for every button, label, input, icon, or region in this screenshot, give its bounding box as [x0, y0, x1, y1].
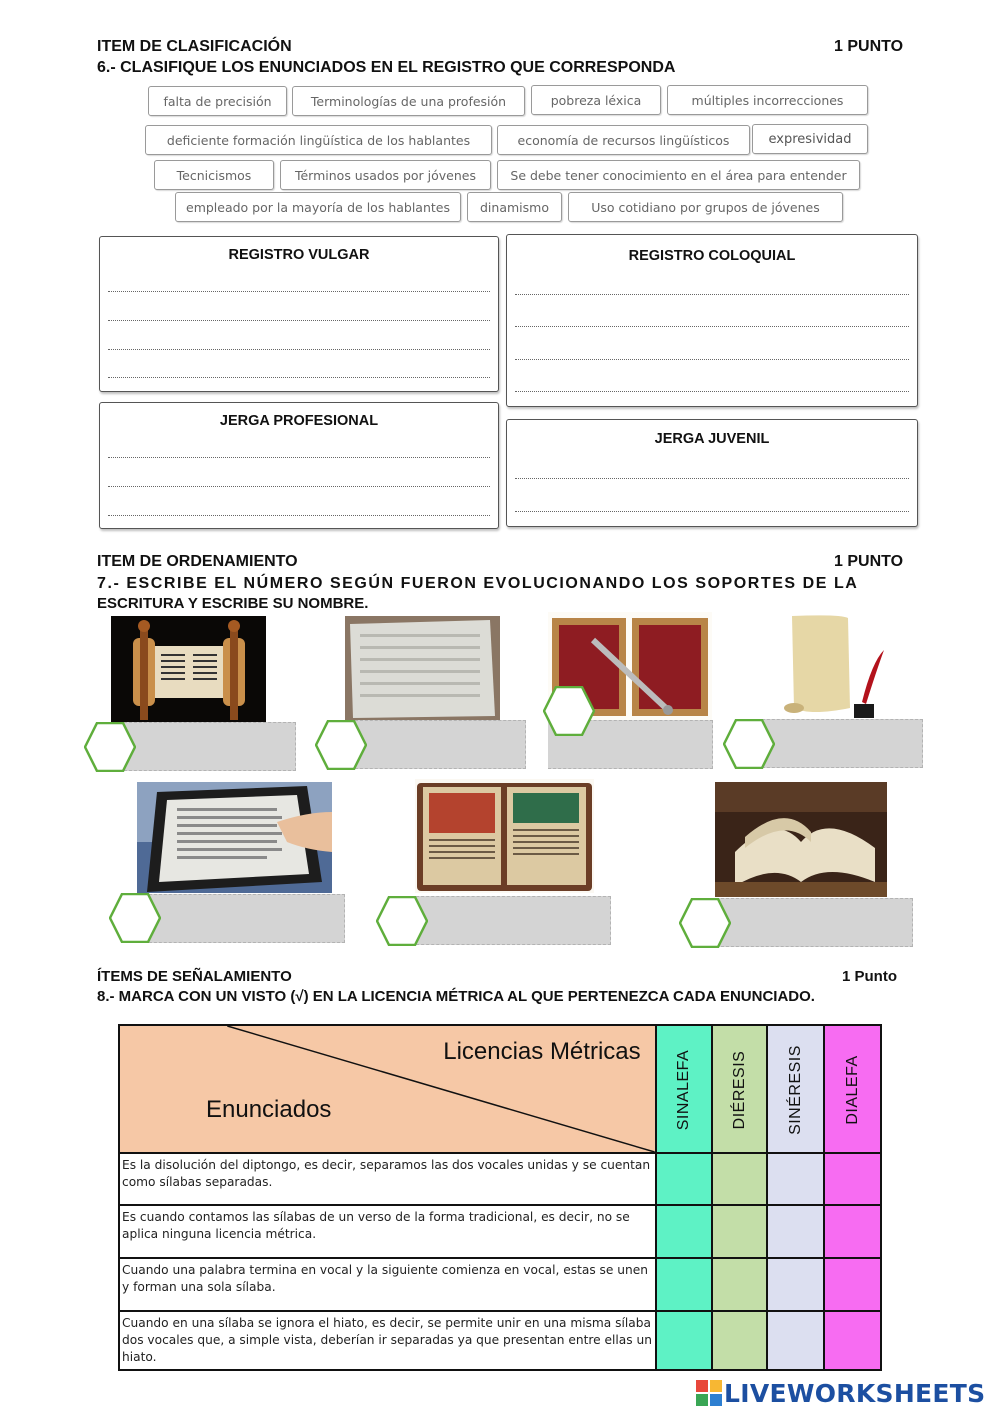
- answer-line: [108, 515, 490, 516]
- answer-field-1[interactable]: [119, 722, 296, 771]
- chip-dinamismo[interactable]: dinamismo: [467, 192, 562, 222]
- parchment-quill-icon: [780, 612, 887, 720]
- chip-pobreza-lexica[interactable]: pobreza léxica: [531, 85, 661, 115]
- box-jerga-profesional[interactable]: [99, 402, 499, 529]
- stone-tablet-icon: [345, 616, 500, 720]
- answer-line: [108, 291, 490, 292]
- statement-4: Cuando en una sílaba se ignora el hiato, es decir, se permite unir en una misma sílaba dos vocales que, a simple vista, deberían ir separadas ya que presentan entre ellas un hiato.: [119, 1311, 656, 1370]
- open-books-icon: [715, 782, 887, 897]
- chip-terminos-jovenes[interactable]: Términos usados por jóvenes: [280, 160, 491, 190]
- metric-licenses-table: [118, 1024, 882, 1371]
- column-header-sinalefa: SINALEFA: [656, 1025, 713, 1153]
- number-hexagon-3[interactable]: [543, 686, 595, 736]
- mark-cell-sineresis[interactable]: [767, 1205, 824, 1258]
- answer-line: [108, 377, 490, 378]
- answer-line: [108, 486, 490, 487]
- chip-falta-de-precision[interactable]: falta de precisión: [148, 86, 287, 116]
- section8-points: 1 Punto: [842, 968, 897, 985]
- box-registro-vulgar[interactable]: [99, 236, 499, 392]
- table-row: [119, 1153, 881, 1205]
- mark-cell-sineresis[interactable]: [767, 1311, 824, 1370]
- column-header-sineresis: SINÉRESIS: [767, 1025, 824, 1153]
- chip-expresividad[interactable]: expresividad: [752, 124, 868, 154]
- mark-cell-sineresis[interactable]: [767, 1153, 824, 1205]
- mark-cell-dialefa[interactable]: [824, 1153, 881, 1205]
- chip-empleado-mayoria[interactable]: empleado por la mayoría de los hablantes: [175, 192, 461, 222]
- chip-uso-cotidiano-jovenes[interactable]: Uso cotidiano por grupos de jóvenes: [568, 192, 843, 222]
- answer-line: [515, 326, 909, 327]
- section7-item-title: ITEM DE ORDENAMIENTO: [97, 553, 298, 570]
- chip-tecnicismos[interactable]: Tecnicismos: [154, 160, 274, 190]
- section6-points: 1 PUNTO: [834, 38, 904, 55]
- scroll-icon: [111, 616, 266, 722]
- mark-cell-dieresis[interactable]: [712, 1258, 767, 1311]
- codex-manuscript-icon: [415, 779, 594, 893]
- chip-conocimiento-area[interactable]: Se debe tener conocimiento en el área para entender: [497, 160, 860, 190]
- answer-line: [515, 511, 909, 512]
- number-hexagon-2[interactable]: [315, 720, 367, 770]
- statement-1: Es la disolución del diptongo, es decir, separamos las dos vocales unidas y se cuentan como sílabas separadas.: [119, 1153, 656, 1205]
- answer-line: [515, 294, 909, 295]
- mark-cell-sinalefa[interactable]: [656, 1258, 713, 1311]
- column-header-dialefa: DIALEFA: [824, 1025, 881, 1153]
- table-row: [119, 1258, 881, 1311]
- answer-line: [108, 349, 490, 350]
- section6-question: 6.- CLASIFIQUE LOS ENUNCIADOS EN EL REGISTRO QUE CORRESPONDA: [97, 59, 676, 76]
- answer-field-2[interactable]: [350, 720, 526, 769]
- box-jerga-juvenil-title: JERGA JUVENIL: [654, 431, 770, 447]
- box-registro-coloquial[interactable]: [506, 234, 918, 407]
- mark-cell-dieresis[interactable]: [712, 1205, 767, 1258]
- answer-line: [515, 391, 909, 392]
- box-jerga-juvenil[interactable]: [506, 419, 918, 527]
- mark-cell-sinalefa[interactable]: [656, 1311, 713, 1370]
- box-registro-coloquial-title: REGISTRO COLOQUIAL: [628, 248, 796, 264]
- chip-multiples-incorrecciones[interactable]: múltiples incorrecciones: [667, 85, 868, 115]
- answer-field-7[interactable]: [716, 898, 913, 947]
- section7-points: 1 PUNTO: [834, 553, 904, 570]
- mark-cell-sineresis[interactable]: [767, 1258, 824, 1311]
- chip-deficiente-formacion[interactable]: deficiente formación lingüística de los hablantes: [145, 125, 492, 155]
- answer-field-6[interactable]: [411, 896, 611, 945]
- brand-suffix: WORKSHEETS: [786, 1378, 986, 1408]
- ebook-tablet-icon: [137, 782, 332, 893]
- answer-field-4[interactable]: [757, 719, 923, 768]
- statement-3: Cuando una palabra termina en vocal y la siguiente comienza en vocal, estas se unen y forman una sola sílaba.: [119, 1258, 656, 1311]
- liveworksheets-logo: [696, 1378, 985, 1408]
- section8-item-title: ÍTEMS DE SEÑALAMIENTO: [97, 968, 292, 985]
- number-hexagon-5[interactable]: [109, 893, 161, 943]
- table-row: [119, 1205, 881, 1258]
- mark-cell-sinalefa[interactable]: [656, 1205, 713, 1258]
- header-enunciados: Enunciados: [206, 1096, 332, 1123]
- section8-question: 8.- MARCA CON UN VISTO (√) EN LA LICENCIA MÉTRICA AL QUE PERTENEZCA CADA ENUNCIADO.: [97, 988, 815, 1005]
- number-hexagon-6[interactable]: [376, 896, 428, 946]
- section6-item-title: ITEM DE CLASIFICACIÓN: [97, 38, 292, 55]
- number-hexagon-1[interactable]: [84, 722, 136, 772]
- table-row: [119, 1311, 881, 1370]
- answer-line: [515, 478, 909, 479]
- number-hexagon-7[interactable]: [679, 898, 731, 948]
- mark-cell-dialefa[interactable]: [824, 1205, 881, 1258]
- section7-question-line1: 7.- ESCRIBE EL NÚMERO SEGÚN FUERON EVOLUCIONANDO LOS SOPORTES DE LA: [97, 575, 859, 592]
- number-hexagon-4[interactable]: [723, 719, 775, 769]
- box-registro-vulgar-title: REGISTRO VULGAR: [228, 247, 370, 263]
- column-header-dieresis: DIÉRESIS: [712, 1025, 767, 1153]
- liveworksheets-logo-icon: [696, 1380, 722, 1406]
- brand-prefix: LIVE: [724, 1378, 787, 1408]
- answer-line: [108, 457, 490, 458]
- box-jerga-profesional-title: JERGA PROFESIONAL: [219, 413, 379, 429]
- mark-cell-dieresis[interactable]: [712, 1311, 767, 1370]
- table-header-cell: [119, 1025, 656, 1153]
- header-licencias-metricas: Licencias Métricas: [443, 1038, 641, 1065]
- answer-field-5[interactable]: [144, 894, 345, 943]
- mark-cell-sinalefa[interactable]: [656, 1153, 713, 1205]
- mark-cell-dialefa[interactable]: [824, 1258, 881, 1311]
- mark-cell-dieresis[interactable]: [712, 1153, 767, 1205]
- answer-line: [108, 320, 490, 321]
- chip-economia-recursos[interactable]: economía de recursos lingüísticos: [497, 125, 750, 155]
- section7-question-line2: ESCRITURA Y ESCRIBE SU NOMBRE.: [97, 595, 369, 612]
- statement-2: Es cuando contamos las sílabas de un verso de la forma tradicional, es decir, no se aplica ninguna licencia métrica.: [119, 1205, 656, 1258]
- chip-terminologias-profesion[interactable]: Terminologías de una profesión: [292, 86, 525, 116]
- answer-line: [515, 359, 909, 360]
- mark-cell-dialefa[interactable]: [824, 1311, 881, 1370]
